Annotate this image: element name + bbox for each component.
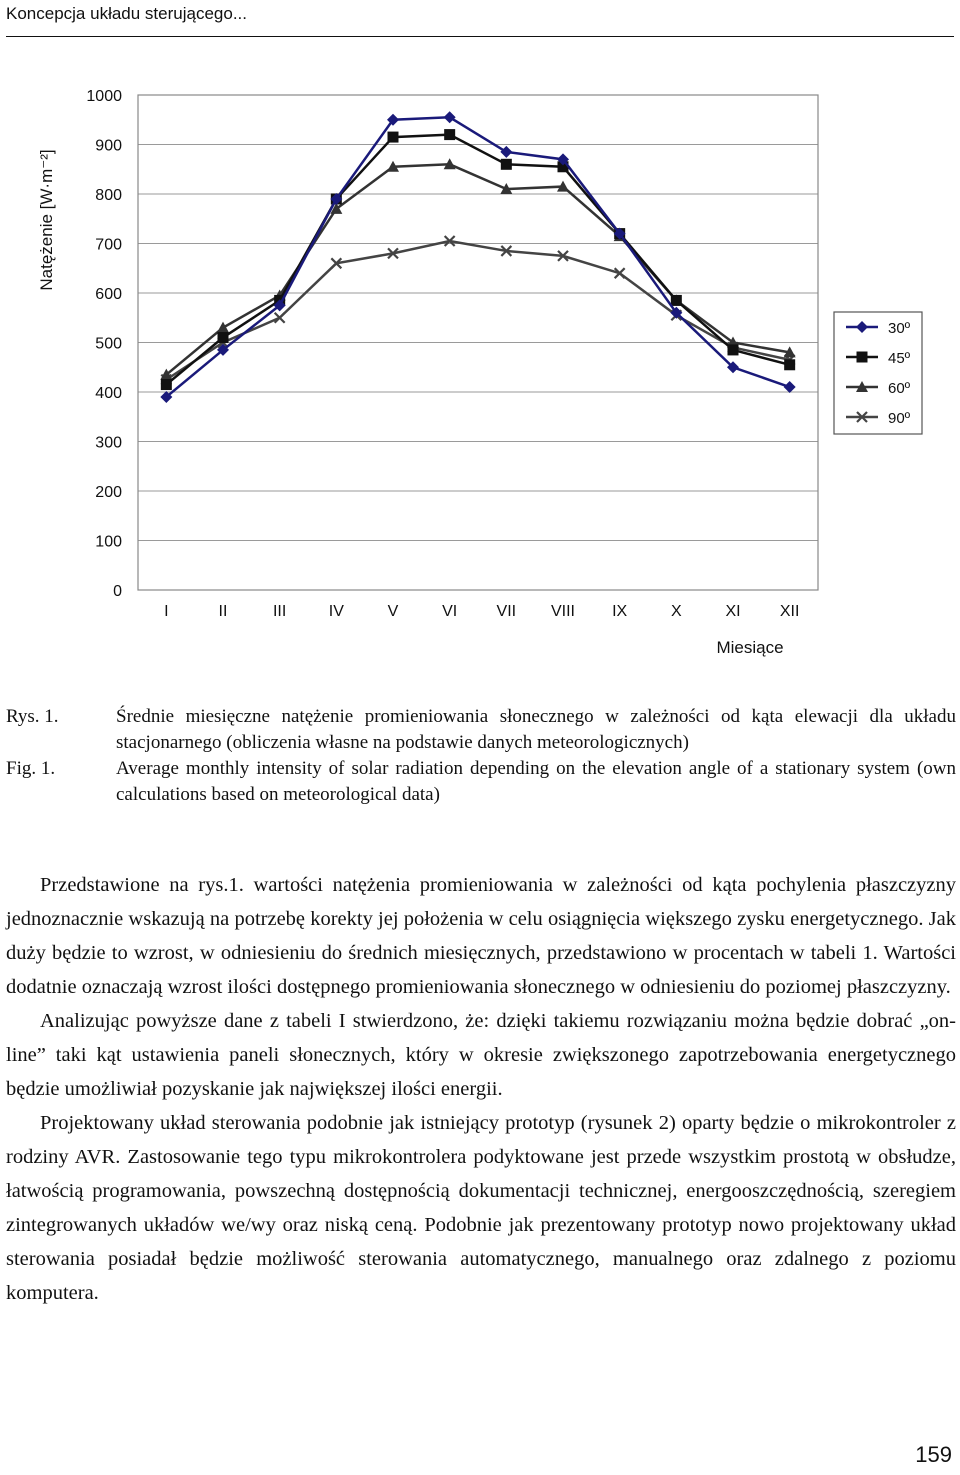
figure-caption bbox=[6, 704, 956, 808]
x-tick-label: VII bbox=[496, 603, 517, 620]
caption-label-en: Fig. 1. bbox=[6, 758, 56, 779]
data-point bbox=[388, 132, 399, 143]
series-line bbox=[166, 164, 789, 374]
x-tick-label: VI bbox=[442, 603, 458, 620]
series-triangle bbox=[160, 158, 795, 379]
series-group bbox=[160, 111, 795, 403]
y-tick-label: 300 bbox=[95, 434, 122, 452]
x-tick-label: III bbox=[272, 603, 287, 620]
y-tick-label: 900 bbox=[95, 137, 122, 155]
caption-polish bbox=[6, 704, 956, 756]
chart-grid bbox=[138, 95, 818, 590]
y-tick-label: 600 bbox=[95, 286, 122, 303]
data-point bbox=[784, 359, 795, 370]
x-tick-label: IX bbox=[612, 603, 628, 620]
x-tick-label: IV bbox=[328, 603, 344, 620]
x-tick-label: V bbox=[387, 603, 399, 620]
y-tick-label: 1000 bbox=[86, 88, 122, 105]
y-tick-label: 400 bbox=[95, 385, 122, 402]
x-tick-label: VIII bbox=[550, 603, 576, 620]
x-tick-label: X bbox=[670, 603, 682, 620]
paragraph-1: Przedstawione na rys.1. wartości natężenia promieniowania w zależności od kąta pochylenia płaszczyzny jednoznacznie wskazują na potrzebę korekty jej położenia w celu osiągnięcia większego zysku energetycznego. Jak duży będzie to wzrost, w odniesieniu do średnich miesięcznych, przedstawiono w procentach w tabeli 1. Wartości dodatnie oznaczają wzrost ilości dostępnego promieniowania słonecznego w odniesieniu do poziomej płaszczyzny. bbox=[6, 874, 956, 998]
legend-label: 45º bbox=[888, 350, 911, 367]
series-line bbox=[166, 135, 789, 385]
caption-text-pl: Średnie miesięczne natężenie promieniowania słonecznego w zależności od kąta elewacji dla układu stacjonarnego (obliczenia własne na podstawie danych meteorologicznych) bbox=[116, 706, 956, 753]
data-point bbox=[275, 313, 285, 323]
y-axis-label: Natężenie [W·m⁻²] bbox=[37, 149, 56, 291]
data-point bbox=[217, 322, 229, 333]
data-point bbox=[500, 146, 512, 158]
chart-legend bbox=[834, 312, 922, 434]
data-point bbox=[444, 111, 456, 123]
y-tick-labels bbox=[86, 88, 122, 600]
paragraph-3: Projektowany układ sterowania podobnie jak istniejący prototyp (rysunek 2) oparty będzie o mikrokontroler z rodziny AVR. Zastosowanie tego typu mikrokontrolera podyktowane jest przede wszystkim prostotą w obsłudze, łatwością programowania, powszechną dostępnością dokumentacji technicznej, energooszczędnością, szeregiem zintegrowanych układów we/wy oraz niską ceną. Podobnie jak prezentowany prototyp nowo projektowany układ sterowania posiadał będzie możliwość sterowania automatycznego, manualnego oraz zdalnego z poziomu komputera. bbox=[6, 1112, 956, 1304]
legend-label: 90º bbox=[888, 410, 911, 427]
y-tick-label: 0 bbox=[113, 583, 122, 600]
caption-text-en: Average monthly intensity of solar radiation depending on the elevation angle of a stationary system (own calculations based on meteorological data) bbox=[116, 758, 956, 805]
data-point bbox=[671, 295, 682, 306]
data-point bbox=[501, 159, 512, 170]
data-point bbox=[218, 332, 229, 343]
data-point bbox=[161, 379, 172, 390]
series-line bbox=[166, 241, 789, 380]
running-head: Koncepcja układu sterującego... bbox=[6, 4, 954, 37]
data-point bbox=[728, 344, 739, 355]
x-tick-label: II bbox=[218, 603, 228, 620]
y-tick-label: 100 bbox=[95, 533, 122, 551]
x-tick-label: XII bbox=[779, 603, 800, 620]
y-tick-label: 800 bbox=[95, 187, 122, 204]
paragraph-2: Analizując powyższe dane z tabeli I stwierdzono, że: dzięki takiemu rozwiązaniu można będzie dobrać „on-line” taki kąt ustawienia paneli słonecznych, który w okresie zwiększonego zapotrzebowania energetycznego będzie umożliwiał pozyskanie jak największej ilości energii. bbox=[6, 1010, 956, 1100]
series-x bbox=[161, 236, 794, 385]
x-tick-label: XI bbox=[725, 603, 741, 620]
series-line bbox=[166, 117, 789, 397]
y-tick-label: 200 bbox=[95, 484, 122, 501]
y-tick-label: 500 bbox=[95, 335, 122, 353]
data-point bbox=[784, 381, 796, 393]
caption-label-pl: Rys. 1. bbox=[6, 706, 59, 727]
legend-label: 30º bbox=[888, 320, 911, 337]
legend-marker bbox=[857, 352, 868, 363]
x-axis-label: Miesiące bbox=[716, 638, 784, 657]
x-tick-labels bbox=[164, 603, 799, 620]
series-square bbox=[161, 129, 795, 390]
caption-english bbox=[6, 756, 956, 808]
body-text bbox=[6, 868, 956, 1310]
series-diamond bbox=[160, 111, 795, 403]
x-tick-label: I bbox=[164, 603, 169, 620]
line-chart bbox=[0, 75, 960, 665]
legend-label: 60º bbox=[888, 380, 911, 397]
page-number: 159 bbox=[915, 1442, 952, 1467]
data-point bbox=[444, 129, 455, 140]
y-tick-label: 700 bbox=[95, 236, 122, 254]
